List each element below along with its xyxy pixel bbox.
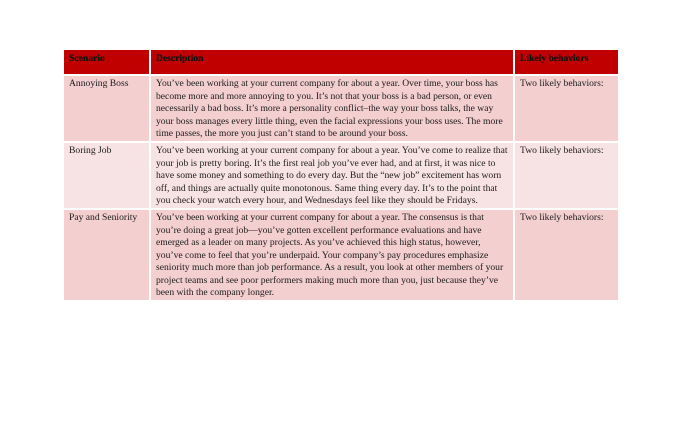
table-row — [64, 209, 618, 301]
description-cell: You’ve been working at your current company for about a year. The consensus is that you’re doing a great job—you’ve gotten excellent performance evaluations and have emerged as a leader on many projects. As you’ve achieved this high status, however, you’ve come to feel that you’re underpaid. Your company’s pay procedures emphasize seniority much more than job performance. As a result, you look at other members of your project teams and see poor performers making much more than you, just because they’ve been with the company longer. — [150, 209, 514, 301]
behaviors-cell: Two likely behaviors: — [514, 209, 618, 301]
header-likely-behaviors: Likely behaviors — [514, 50, 618, 75]
table-row — [64, 142, 618, 209]
behaviors-cell: Two likely behaviors: — [514, 75, 618, 142]
table-header-row — [64, 50, 618, 75]
table-row — [64, 75, 618, 142]
description-cell: You’ve been working at your current company for about a year. Over time, your boss has become more and more annoying to you. It’s not that your boss is a bad person, or even necessarily a bad boss. It’s more a personality conflict–the way your boss talks, the way your boss manages every little thing, even the facial expressions your boss uses. The more time passes, the more you just can’t stand to be around your boss. — [150, 75, 514, 142]
scenario-cell: Annoying Boss — [64, 75, 150, 142]
header-description: Description — [150, 50, 514, 75]
scenario-cell: Pay and Seniority — [64, 209, 150, 301]
scenario-table — [64, 50, 618, 302]
header-scenario: Scenario — [64, 50, 150, 75]
description-cell: You’ve been working at your current company for about a year. You’ve come to realize that your job is pretty boring. It’s the first real job you’ve ever had, and at first, it was nice to have some money and something to do every day. But the “new job” excitement has worn off, and things are actually quite monotonous. Same thing every day. It’s to the point that you check your watch every hour, and Wednesdays feel like they should be Fridays. — [150, 142, 514, 209]
scenario-cell: Boring Job — [64, 142, 150, 209]
behaviors-cell: Two likely behaviors: — [514, 142, 618, 209]
